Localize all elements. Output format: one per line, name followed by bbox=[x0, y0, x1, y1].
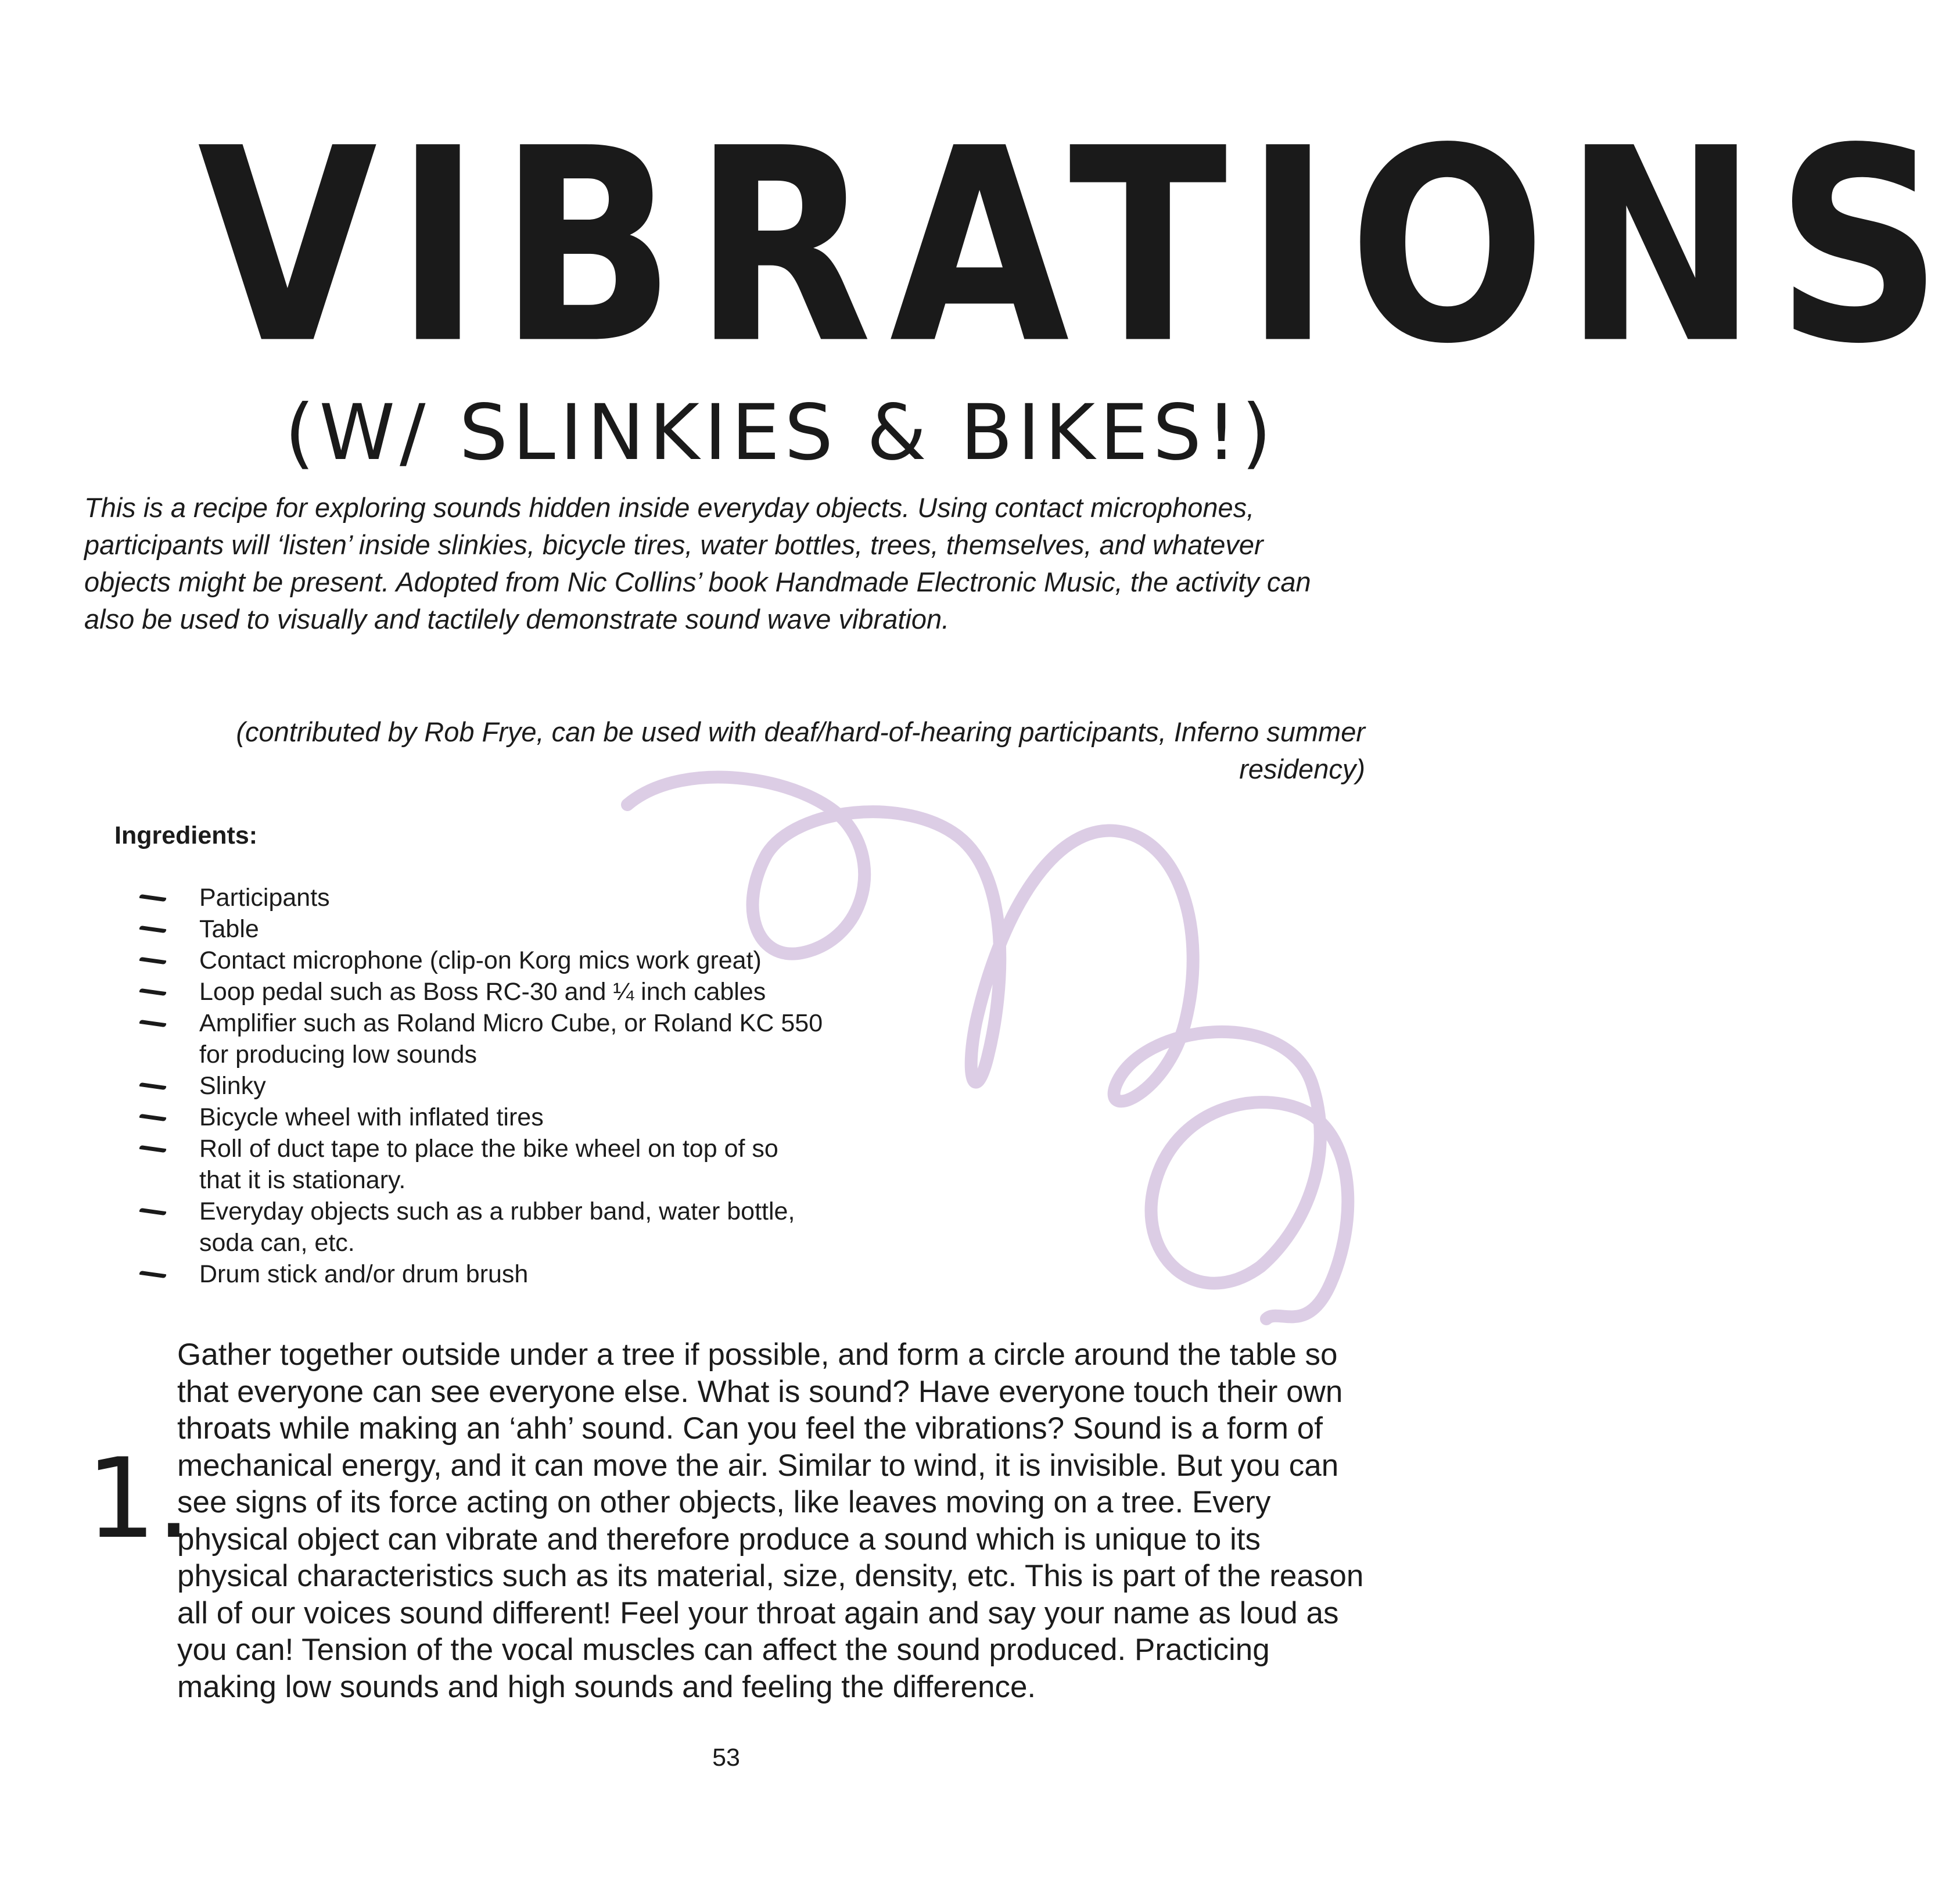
page-title: VIBRATIONS bbox=[198, 92, 1960, 403]
list-item bbox=[139, 1133, 825, 1196]
list-item bbox=[139, 945, 825, 976]
list-item-label: Everyday objects such as a rubber band, water bottle, soda can, etc. bbox=[199, 1197, 795, 1257]
list-item-label: Amplifier such as Roland Micro Cube, or Roland KC 550 for producing low sounds bbox=[199, 1009, 823, 1068]
list-item bbox=[139, 1102, 825, 1133]
list-item bbox=[139, 976, 825, 1007]
list-item-label: Drum stick and/or drum brush bbox=[199, 1260, 529, 1288]
ingredients-list bbox=[139, 882, 825, 1290]
list-item bbox=[139, 882, 825, 913]
dash-bullet-icon bbox=[139, 926, 167, 933]
dash-bullet-icon bbox=[139, 1145, 167, 1153]
list-item-label: Participants bbox=[199, 884, 330, 912]
list-item bbox=[139, 913, 825, 945]
list-item-label: Slinky bbox=[199, 1072, 266, 1100]
dash-bullet-icon bbox=[139, 894, 167, 902]
list-item-label: Contact microphone (clip-on Korg mics work great) bbox=[199, 946, 762, 974]
dash-bullet-icon bbox=[139, 957, 167, 964]
dash-bullet-icon bbox=[139, 1271, 167, 1278]
list-item bbox=[139, 1070, 825, 1102]
list-item bbox=[139, 1196, 825, 1258]
list-item-label: Table bbox=[199, 915, 259, 943]
page-number: 53 bbox=[712, 1744, 740, 1772]
dash-bullet-icon bbox=[139, 1208, 167, 1215]
page-subtitle: (W/ SLINKIES & BIKES!) bbox=[285, 388, 1276, 478]
dash-bullet-icon bbox=[139, 1114, 167, 1121]
step-paragraph: Gather together outside under a tree if possible, and form a circle around the table so that everyone can see everyone else. What is sound? Have everyone touch their own throats while making an ‘ahh’ sound. Can you feel the vibrations? Sound is a form of mechanical energy, and it can move the air. Similar to wind, it is invisible. But you can see signs of its force acting on other objects, like leaves moving on a tree. Every physical object can vibrate and therefore produce a sound which is unique to its physical characteristics such as its material, size, density, etc. This is part of the reason all of our voices sound different! Feel your throat again and say your name as loud as you can! Tension of the vocal muscles can affect the sound produced. Practicing making low sounds and high sounds and feeling the difference. bbox=[177, 1337, 1364, 1704]
intro-paragraph: This is a recipe for exploring sounds hidden inside everyday objects. Using contact microphones, participants will ‘listen’ inside slinkies, bicycle tires, water bottles, trees, themselves, and whatever objects might be present. Adopted from Nic Collins’ book Handmade Electronic Music, the activity can also be used to visually and tactilely demonstrate sound wave vibration. bbox=[84, 492, 1311, 634]
list-item bbox=[139, 1007, 825, 1070]
dash-bullet-icon bbox=[139, 988, 167, 996]
list-item bbox=[139, 1258, 825, 1290]
step-number: 1. bbox=[86, 1435, 192, 1563]
dash-bullet-icon bbox=[139, 1082, 167, 1090]
dash-bullet-icon bbox=[139, 1020, 167, 1027]
credit-line: (contributed by Rob Frye, can be used with deaf/hard-of-hearing participants, Inferno summer residency) bbox=[236, 716, 1365, 784]
ingredients-heading: Ingredients: bbox=[114, 822, 258, 849]
list-item-label: Roll of duct tape to place the bike wheel on top of so that it is stationary. bbox=[199, 1135, 778, 1194]
list-item-label: Loop pedal such as Boss RC-30 and ¼ inch cables bbox=[199, 978, 766, 1006]
list-item-label: Bicycle wheel with inflated tires bbox=[199, 1103, 544, 1131]
